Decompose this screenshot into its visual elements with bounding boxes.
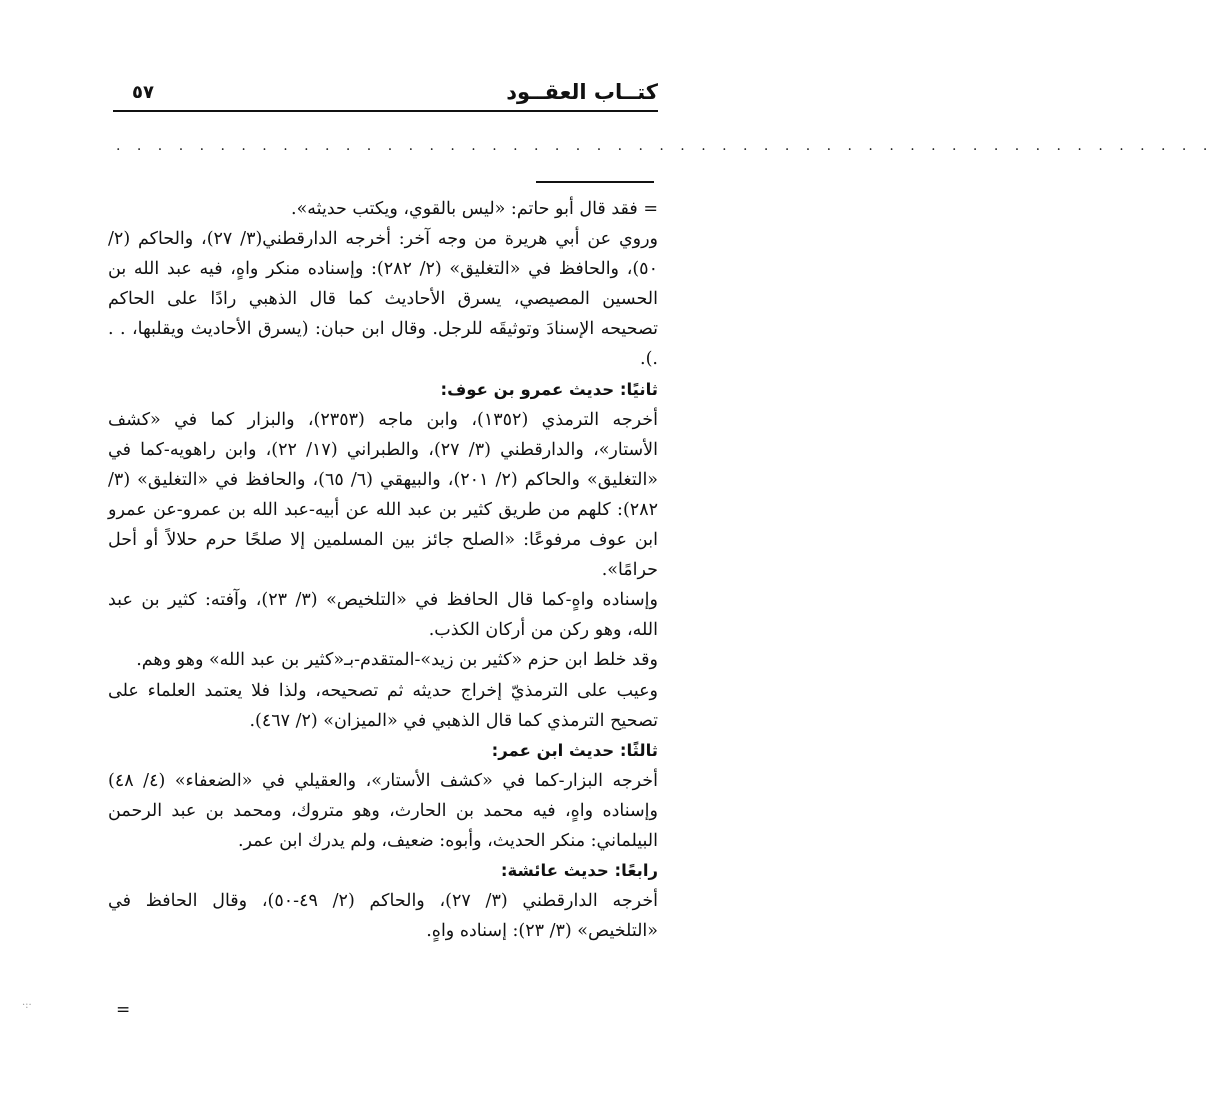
footnote-rule [536, 181, 654, 183]
paragraph: وإسناده واهٍ-كما قال الحافظ في «التلخيص» (٣/ ٢٣)، وآفته: كثير بن عبد الله، وهو ركن من أركان الكذب. [108, 590, 658, 641]
running-header [118, 74, 658, 114]
continuation-mark: = [116, 1000, 131, 1020]
page-number: ٥٧ [132, 82, 154, 103]
paragraph: وعيب على الترمذيّ إخراج حديثه ثم تصحيحه، ولذا فلا يعتمد العلماء على تصحيح الترمذي كما قال الذهبي في «الميزان» (٢/ ٤٦٧). [108, 680, 658, 731]
paragraph: أخرجه البزار-كما في «كشف الأستار»، والعقيلي في «الضعفاء» (٤/ ٤٨) وإسناده واهٍ، فيه محمد بن الحارث، وهو متروك، ومحمد بن عبد الرحمن البيلماني: منكر الحديث، وأبوه: ضعيف، ولم يدرك ابن عمر. [108, 770, 658, 851]
section-heading: ثالثًا: حديث ابن عمر: [491, 740, 658, 760]
paragraph: وقد خلط ابن حزم «كثير بن زيد»-المتقدم-بـ«كثير بن عبد الله» وهو وهم. [136, 650, 658, 671]
section-heading: ثانيًا: حديث عمرو بن عوف: [440, 379, 658, 399]
header-rule [113, 110, 658, 112]
paragraph: أخرجه الترمذي (١٣٥٢)، وابن ماجه (٢٣٥٣)، والبزار كما في «كشف الأستار»، والدارقطني (٣/ ٢٧)، والطبراني (١٧/ ٢٢)، وابن راهويه-كما في «التغليق» والحاكم (٢/ ٢٠١)، والبيهقي (٦/ ٦٥)، والحافظ في «التغليق» (٣/ ٢٨٢): كلهم من طريق كثير بن عبد الله عن أبيه-عبد الله بن عمرو-عن عمرو ابن عوف مرفوعًا: «الصلح جائز بين المسلمين إلا صلحًا حرم حلالاً أو أحل حرامًا». [108, 409, 659, 581]
paragraph: أخرجه الدارقطني (٣/ ٢٧)، والحاكم (٢/ ٤٩-٥٠)، وقال الحافظ في «التلخيص» (٣/ ٢٣): إسناده واهٍ. [108, 891, 658, 942]
section-heading: رابعًا: حديث عائشة: [500, 861, 658, 881]
paragraph: وروي عن أبي هريرة من وجه آخر: أخرجه الدارقطني(٣/ ٢٧)، والحاكم (٢/ ٥٠)، والحافظ في «التغليق» (٢/ ٢٨٢): وإسناده منكر واهٍ، فيه عبد الله بن الحسين المصيصي، يسرق الأحاديث كما قال الذهبي رادًا على الحاكم تصحيحه الإسنادَ وتوثيقَه للرجل. وقال ابن حبان: (يسرق الأحاديث ويقلبها، . . .). [108, 229, 658, 370]
paragraph: = فقد قال أبو حاتم: «ليس بالقوي، ويكتب حديثه». [291, 199, 658, 219]
footnote-body [108, 194, 658, 946]
book-title: كتــاب العقــود [506, 80, 658, 104]
dotted-separator: . . . . . . . . . . . . . . . . . . . . . . . . . . . . . . . . . . . . . . . . . . . . . . . . . . . . . [116, 138, 1213, 154]
scan-speck: ·:· [22, 1000, 32, 1011]
